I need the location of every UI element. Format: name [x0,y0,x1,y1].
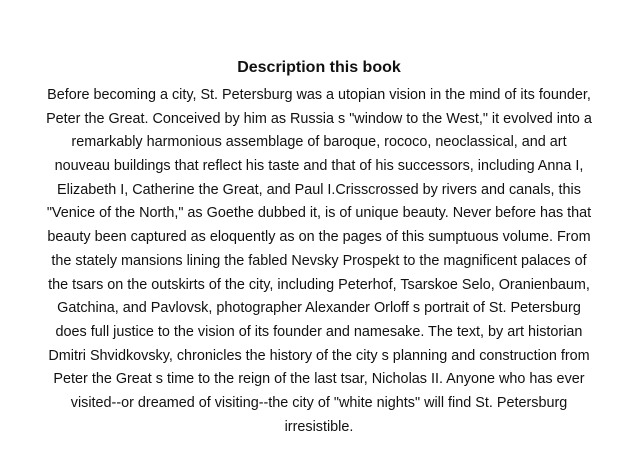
description-line: does full justice to the vision of its founder and namesake. The text, by art historian [55,323,583,340]
description-line: Dmitri Shvidkovsky, chronicles the history of the city s planning and construction from [48,347,590,364]
description-line: the tsars on the outskirts of the city, including Peterhof, Tsarskoe Selo, Oranienbaum, [48,276,590,293]
description-line: nouveau buildings that reflect his taste and that of his successors, including Anna I, [54,158,584,175]
page-title: Description this book [237,59,401,76]
description-line: Elizabeth I, Catherine the Great, and Paul I.Crisscrossed by rivers and canals, this [57,181,581,198]
description-line: Before becoming a city, St. Petersburg was a utopian vision in the mind of its founder, [47,87,591,103]
description-line: Peter the Great s time to the reign of the last tsar, Nicholas II. Anyone who has ever [53,371,585,388]
description-line: Peter the Great. Conceived by him as Russia s "window to the West," it evolved into a [46,110,592,127]
description-text [0,84,638,439]
description-line: visited--or dreamed of visiting--the city of "white nights" will find St. Petersburg [70,394,568,411]
description-line: Gatchina, and Pavlovsk, photographer Alexander Orloff s portrait of St. Petersburg [57,300,581,317]
description-line: beauty been captured as eloquently as on the pages of this sumptuous volume. From [47,229,591,246]
description-line: irresistible. [284,418,354,435]
description-line: "Venice of the North," as Goethe dubbed it, is of unique beauty. Never before has that [46,205,592,222]
description-line: remarkably harmonious assemblage of baroque, rococo, neoclassical, and art [71,134,567,151]
description-line: the stately mansions lining the fabled Nevsky Prospekt to the magnificent palaces of [51,252,587,269]
